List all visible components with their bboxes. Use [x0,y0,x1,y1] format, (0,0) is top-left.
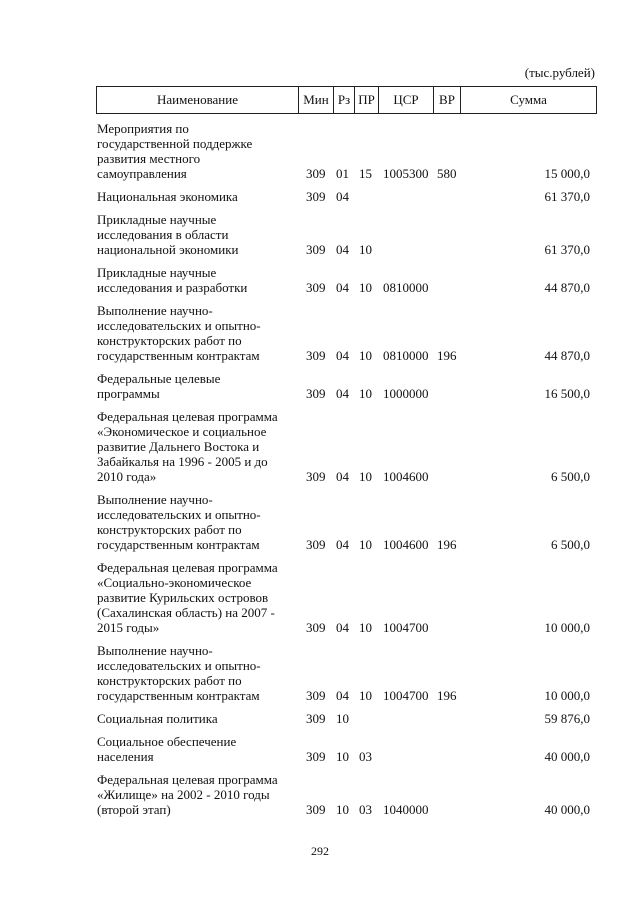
cell-pr: 10 [359,280,372,295]
row-name [97,265,302,295]
cell-sum: 40 000,0 [544,802,590,817]
row-name-line: населения [97,749,154,764]
cell-sum: 40 000,0 [544,749,590,764]
cell-rz: 04 [336,620,349,635]
cell-sum: 61 370,0 [544,242,590,257]
row-name-line: конструкторских работ по [97,522,242,537]
row-name-line: Выполнение научно- [97,492,213,507]
cell-rz: 04 [336,537,349,552]
cell-csr: 1004600 [383,537,429,552]
cell-min: 309 [306,469,326,484]
row-name-line: исследовательских и опытно- [97,318,261,333]
cell-min: 309 [306,166,326,181]
row-name-line: «Жилище» на 2002 - 2010 годы [97,787,270,802]
cell-pr: 03 [359,802,372,817]
row-name-line: Федеральная целевая программа [97,409,278,424]
cell-rz: 04 [336,280,349,295]
row-name-line: «Социально-экономическое [97,575,252,590]
row-name-line: государственным контрактам [97,537,260,552]
row-name [97,492,302,552]
row-name-line: программы [97,386,160,401]
cell-csr: 0810000 [383,280,429,295]
header-min: Мин [298,87,333,113]
row-name-line: Федеральная целевая программа [97,772,278,787]
row-name-line: «Экономическое и социальное [97,424,267,439]
cell-min: 309 [306,688,326,703]
cell-vr: 196 [437,537,457,552]
cell-pr: 03 [359,749,372,764]
row-name [97,643,302,703]
cell-sum: 10 000,0 [544,688,590,703]
cell-csr: 1040000 [383,802,429,817]
cell-min: 309 [306,348,326,363]
row-name-line: развития местного [97,151,201,166]
table-row [0,189,640,204]
table-row [0,121,640,181]
cell-rz: 10 [336,711,349,726]
cell-min: 309 [306,802,326,817]
cell-min: 309 [306,537,326,552]
row-name-line: (Сахалинская область) на 2007 - [97,605,275,620]
cell-sum: 6 500,0 [551,469,590,484]
row-name-line: Мероприятия по [97,121,189,136]
row-name-line: государственным контрактам [97,348,260,363]
row-name-line: Социальное обеспечение [97,734,237,749]
cell-rz: 04 [336,688,349,703]
cell-sum: 44 870,0 [544,280,590,295]
cell-sum: 59 876,0 [544,711,590,726]
row-name [97,409,302,484]
cell-rz: 10 [336,802,349,817]
cell-csr: 1004700 [383,620,429,635]
cell-sum: 6 500,0 [551,537,590,552]
row-name-line: Социальная политика [97,711,218,726]
row-name [97,371,302,401]
cell-csr: 1004700 [383,688,429,703]
row-name-line: исследовательских и опытно- [97,507,261,522]
row-name [97,212,302,257]
table-row [0,409,640,484]
row-name-line: Выполнение научно- [97,643,213,658]
row-name-line: государственным контрактам [97,688,260,703]
cell-min: 309 [306,620,326,635]
table-row [0,265,640,295]
row-name-line: развитие Дальнего Востока и [97,439,260,454]
row-name-line: самоуправления [97,166,187,181]
row-name-line: Выполнение научно- [97,303,213,318]
cell-rz: 01 [336,166,349,181]
cell-csr: 1000000 [383,386,429,401]
table-row [0,560,640,635]
cell-min: 309 [306,242,326,257]
cell-sum: 16 500,0 [544,386,590,401]
cell-sum: 61 370,0 [544,189,590,204]
page-number: 292 [311,844,329,858]
cell-sum: 10 000,0 [544,620,590,635]
cell-pr: 10 [359,242,372,257]
cell-pr: 10 [359,469,372,484]
row-name-line: исследования и разработки [97,280,248,295]
row-name [97,711,302,726]
row-name-line: Забайкалья на 1996 - 2005 и до [97,454,268,469]
table-row [0,734,640,764]
row-name [97,560,302,635]
header-name: Наименование [157,92,238,107]
cell-min: 309 [306,386,326,401]
cell-pr: 10 [359,386,372,401]
cell-min: 309 [306,711,326,726]
cell-pr: 10 [359,537,372,552]
header-rz: Рз [333,87,354,113]
header-pr: ПР [354,87,378,113]
cell-pr: 10 [359,688,372,703]
cell-vr: 196 [437,348,457,363]
cell-vr: 580 [437,166,457,181]
row-name [97,734,302,764]
table-row [0,643,640,703]
table-row [0,711,640,726]
row-name [97,121,302,181]
cell-rz: 04 [336,242,349,257]
cell-vr: 196 [437,688,457,703]
cell-sum: 15 000,0 [544,166,590,181]
table-row [0,772,640,817]
row-name-line: 2015 годы» [97,620,160,635]
row-name-line: Национальная экономика [97,189,238,204]
header-vr: ВР [433,87,460,113]
cell-csr: 1004600 [383,469,429,484]
cell-pr: 10 [359,348,372,363]
row-name-line: развитие Курильских островов [97,590,269,605]
cell-rz: 10 [336,749,349,764]
row-name-line: государственной поддержке [97,136,253,151]
row-name-line: 2010 года» [97,469,157,484]
table-row [0,303,640,363]
cell-csr: 1005300 [383,166,429,181]
row-name-line: (второй этап) [97,802,171,817]
row-name [97,189,302,204]
table-header [96,86,597,114]
row-name-line: исследования в области [97,227,229,242]
cell-pr: 15 [359,166,372,181]
cell-rz: 04 [336,386,349,401]
row-name [97,772,302,817]
table-row [0,371,640,401]
row-name-line: конструкторских работ по [97,673,242,688]
header-csr: ЦСР [378,87,433,113]
header-sum: Сумма [460,87,596,113]
table-row [0,212,640,257]
units-note: (тыс.рублей) [524,65,595,80]
cell-min: 309 [306,749,326,764]
cell-pr: 10 [359,620,372,635]
cell-rz: 04 [336,189,349,204]
row-name-line: конструкторских работ по [97,333,242,348]
cell-rz: 04 [336,348,349,363]
row-name-line: исследовательских и опытно- [97,658,261,673]
cell-rz: 04 [336,469,349,484]
cell-min: 309 [306,189,326,204]
row-name-line: Федеральные целевые [97,371,221,386]
row-name-line: национальной экономики [97,242,239,257]
row-name-line: Прикладные научные [97,212,217,227]
row-name [97,303,302,363]
row-name-line: Федеральная целевая программа [97,560,278,575]
cell-sum: 44 870,0 [544,348,590,363]
cell-min: 309 [306,280,326,295]
row-name-line: Прикладные научные [97,265,217,280]
table-row [0,492,640,552]
cell-csr: 0810000 [383,348,429,363]
